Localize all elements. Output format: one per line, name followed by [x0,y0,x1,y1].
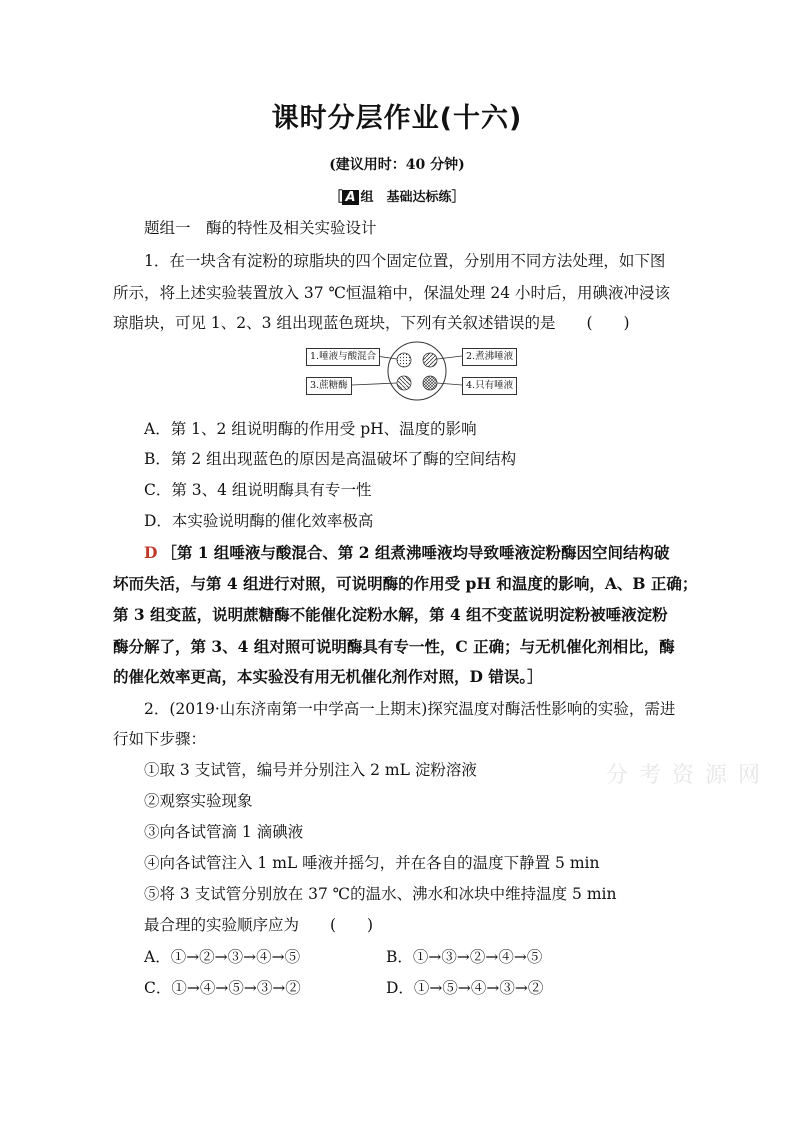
q1-line-1: 1．在一块含有淀粉的琼脂块的四个固定位置，分别用不同方法处理，如下图 [144,252,666,270]
q1-explanation-text-1: ［第 1 组唾液与酸混合、第 2 组煮沸唾液均导致唾液淀粉酶因空间结构破 [161,543,670,562]
group-letter-badge: A [342,190,358,205]
figure-label-3: 3.蔗糖酶 [306,377,352,395]
q2-option-a: A．①→②→③→④→⑤ [144,948,301,966]
q2-prompt: 最合理的实验顺序应为 ( ) [144,916,374,934]
topic-heading: 题组一 酶的特性及相关实验设计 [144,219,377,237]
q1-explanation-line-4: 酶分解了，第 3、4 组对照可说明酶具有专一性，C 正确；与无机催化剂相比，酶 [113,637,675,656]
q1-line-3: 琼脂块，可见 1、2、3 组出现蓝色斑块，下列有关叙述错误的是 ( ) [113,314,630,332]
figure-label-2: 2.煮沸唾液 [462,348,517,366]
q1-option-b: B．第 2 组出现蓝色的原因是高温破坏了酶的空间结构 [144,450,517,468]
q2-step-1: ①取 3 支试管，编号并分别注入 2 mL 淀粉溶液 [144,761,477,779]
q2-line-1: 2．(2019·山东济南第一中学高一上期末)探究温度对酶活性影响的实验，需进 [144,700,676,718]
q1-option-a: A．第 1、2 组说明酶的作用受 pH、温度的影响 [144,420,477,438]
q1-figure [306,341,524,401]
q1-option-c: C．第 3、4 组说明酶具有专一性 [144,481,372,499]
q1-explanation-line-1 [144,543,670,563]
group-tag [0,186,794,205]
page-title: 课时分层作业(十六) [271,103,523,134]
q2-option-b: B．①→③→②→④→⑤ [386,948,543,966]
figure-label-1: 1.唾液与酸混合 [306,348,380,366]
time-hint: (建议用时：40 分钟) [329,157,465,173]
q2-step-5: ⑤将 3 支试管分别放在 37 ℃的温水、沸水和冰块中维持温度 5 min [144,885,617,903]
q1-line-2: 所示，将上述实验装置放入 37 ℃恒温箱中，保温处理 24 小时后，用碘液冲浸该 [113,284,670,302]
q1-answer-letter: D [144,543,158,562]
q2-option-c: C．①→④→⑤→③→② [144,979,301,997]
q1-explanation-line-3: 第 3 组变蓝，说明蔗糖酶不能催化淀粉水解，第 4 组不变蓝说明淀粉被唾液淀粉 [113,605,668,624]
q2-step-2: ②观察实验现象 [144,792,253,810]
figure-label-4: 4.只有唾液 [462,377,517,395]
q2-step-3: ③向各试管滴 1 滴碘液 [144,823,304,841]
q1-explanation-line-5: 的催化效率更高，本实验没有用无机催化剂作对照，D 错误。］ [113,667,543,686]
q2-step-4: ④向各试管注入 1 mL 唾液并摇匀，并在各自的温度下静置 5 min [144,854,600,872]
q1-explanation-line-2: 坏而失活，与第 4 组进行对照，可说明酶的作用受 pH 和温度的影响，A、B 正确； [113,574,698,593]
group-label: 组 基础达标练 [360,190,452,205]
q2-line-2: 行如下步骤： [113,730,207,748]
group-bracket-right: ］ [451,190,465,205]
group-bracket-left: ［ [329,190,343,205]
q2-option-d: D．①→⑤→④→③→② [386,979,544,997]
watermark: 分 考 资 源 网 [606,763,762,788]
q1-option-d: D．本实验说明酶的催化效率极高 [144,512,374,530]
